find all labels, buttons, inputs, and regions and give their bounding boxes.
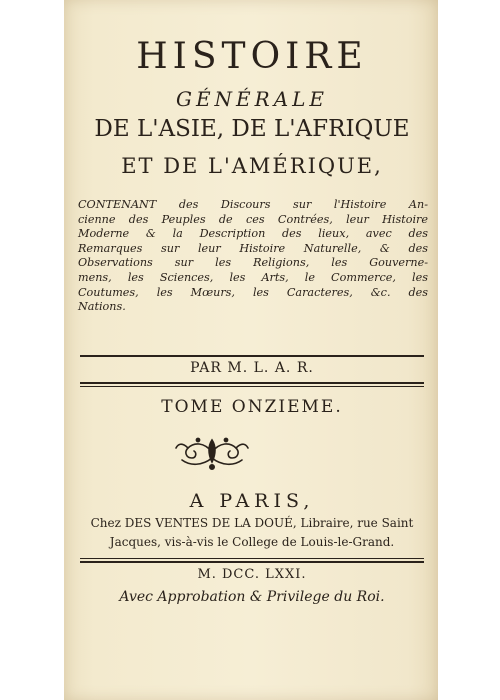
title-line-3: DE L'ASIE, DE L'AFRIQUE <box>94 116 410 142</box>
title-line-2: GÉNÉRALE <box>175 87 329 111</box>
description-line: Coutumes, les Mœurs, les Caracteres, &c. des <box>78 285 428 299</box>
description-line: Remarques sur leur Histoire Naturelle, & des <box>78 241 428 255</box>
imprint-city: A PARIS, <box>189 490 315 512</box>
double-rule-bottom-upper <box>80 558 424 559</box>
author-line: PAR M. L. A. R. <box>190 360 314 376</box>
description-line: Observations sur les Religions, les Gouverne- <box>78 256 428 270</box>
title-line-4: ET DE L'AMÉRIQUE, <box>121 154 383 178</box>
publisher-line-1: Chez DES VENTES DE LA DOUÉ, Libraire, rue Saint <box>90 516 414 530</box>
rule-top <box>80 355 424 357</box>
double-rule-lower <box>80 386 424 387</box>
double-rule-upper <box>80 382 424 384</box>
volume-label: TOME ONZIEME. <box>161 397 343 417</box>
double-rule-bottom-lower <box>80 561 424 563</box>
description-line: CONTENANT des Discours sur l'Histoire An- <box>78 198 428 211</box>
description-line: cienne des Peuples de ces Contrées, leur Histoire <box>78 212 428 226</box>
description-line: Nations. <box>78 300 126 314</box>
royal-privilege: Avec Approbation & Privilege du Roi. <box>119 589 385 605</box>
title-page-content <box>74 0 430 700</box>
description <box>78 198 428 315</box>
title-line-1: HISTOIRE <box>136 36 368 77</box>
floral-ornament-icon <box>172 432 252 472</box>
publisher-line-2: Jacques, vis-à-vis le College de Louis-le-Grand. <box>109 535 395 549</box>
description-line: mens, les Sciences, les Arts, le Commerce, les <box>78 270 428 284</box>
publication-date: M. DCC. LXXI. <box>197 567 307 582</box>
description-line: Moderne & la Description des lieux, avec des <box>78 227 428 241</box>
